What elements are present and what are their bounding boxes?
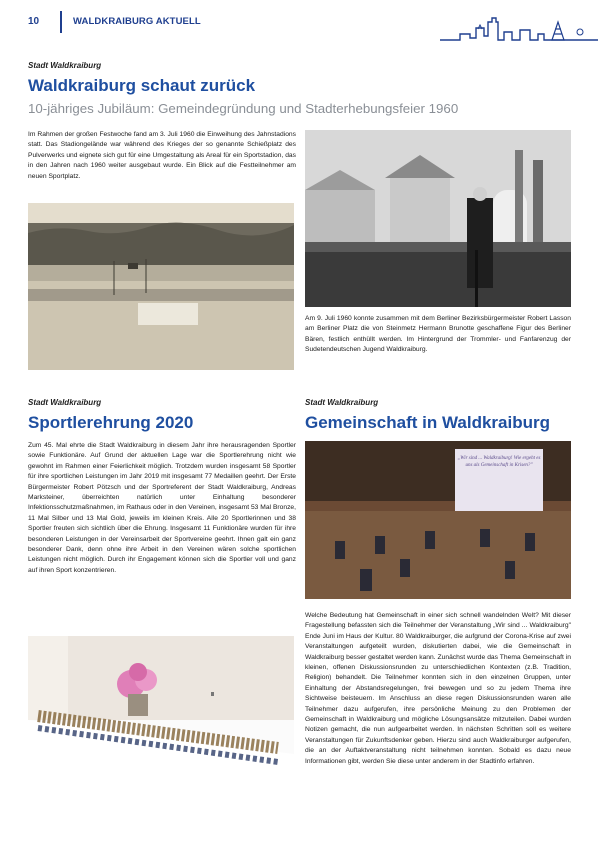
article3-body: Welche Bedeutung hat Gemeinschaft in einer sich schnell wandelnden Welt? Mit dieser Fragestellung befassten sich die Teilnehmer der Veranstaltung „Wir sind ... Waldkraiburg" Ende Juni im Haus der Kultur. 80 Waldkraiburger, die aufgrund der Corona-Krise auf zwei Veranstaltungen aufgeteilt wurden, diskutierten dabei, wie die Gemeinschaft in Waldkraiburg besser gestaltet werden kann. Zunächst wurde das Thema Gemeinschaft in kleinen, offenen Diskussionsrunden zu unterschiedlichen Kontexten (z.B. Tradition, Religion) behandelt. Die Teilnehmer konnten sich in den einzelnen Gruppen, unter Einhaltung der Abstandsregelungen, frei bewegen und so zu jedem Thema ihre Sichtweise beisteuern. Im Anschluss an diese regen Diskussionsrunden waren alle Teilnehmer dazu aufgerufen, ihre persönliche Meinung zu den Problemen der Gemeinschaft in Waldkraiburg und mögliche Lösungsansätze mitzuteilen. Dabei wurden Notizen gemacht, die nun aufgearbeitet werden. In nächsten Schritten soll es weitere Veranstaltungen für Zukunftsdenker geben. Hierzu sind auch Waldkraiburger aufgerufen, die an der Auftaktveranstaltung nicht teilnehmen konnten. Sobald es dazu neue Informationen gibt, werden Sie diese unter anderem in der Stadtinfo erfahren.: [305, 612, 571, 765]
stadium-photo: [28, 203, 294, 370]
header-title: WALDKRAIBURG AKTUELL: [73, 16, 201, 27]
event-hall-photo: [305, 441, 571, 599]
ceremony-photo: [305, 130, 571, 307]
page-number: 10: [28, 16, 40, 27]
screen-text: „Wir sind ... Waldkraiburg! Wie ergeht es uns als Gemeinschaft in Krisen?": [457, 456, 541, 468]
article2-body: Zum 45. Mal ehrte die Stadt Waldkraiburg in diesem Jahr ihre herausragenden Sportler sowie Funktionäre. Auf Grund der aktuellen Lage war die Sportlerehrung nicht wie gewohnt im Rahmen einer Feierlichkeit möglich. Trotzdem wurden insgesamt 58 Sportler für ihre sportlichen Leistungen im Jahr 2019 mit insgesamt 77 Medaillen geehrt. Der Erste Bürgermeister Robert Pötzsch und der Sportreferent der Stadt Waldkraiburg, Andreas Marksteiner, überreichten natürlich unter Einhaltung besonderer Infektionsschutzmaßnahmen, im Rathaus oder in den Vereinen, insgesamt 53 Mal Bronze, 11 Mal Silber und 13 Mal Gold, jeweils im kleinen Kreis. Alle 20 Sportlerinnen und 38 Sportler freuten sich sichtlich über die Ehrung. Insgesamt 11 Funktionäre wurden für ihre besonderen Leistungen in der Vereinsarbeit der Sportvereine geehrt. Ihnen galt ein ganz besonderer Dank, denn ohne ihre Arbeit in den Vereinen wären solche sportlichen Leistungen nicht möglich. Durch ihr Engagement können sich die Sportler voll und ganz auf ihren Sport konzentrieren.: [28, 442, 296, 574]
article1-subheadline: 10-jähriges Jubiläum: Gemeindegründung und Stadterhebungsfeier 1960: [28, 101, 459, 116]
article1-kicker: Stadt Waldkraiburg: [28, 61, 102, 70]
article1-body: Im Rahmen der großen Festwoche fand am 3. Juli 1960 die Einweihung des Jahnstadions statt. Das Stadiongelände war während des Krieges der so genannte Schießplatz des Pulverwerks und eignete sich gut für eine Umgestaltung als Areal für ein Sportstadion, das in den Jahren nach 1960 weiter ausgebaut wurde. Ein Blick auf die Festteilnehmer am neuen Sportplatz.: [28, 131, 296, 180]
article2-kicker: Stadt Waldkraiburg: [28, 398, 102, 407]
article3-kicker: Stadt Waldkraiburg: [305, 398, 379, 407]
article3-headline: Gemeinschaft in Waldkraiburg: [305, 413, 550, 432]
city-skyline-logo: [440, 8, 598, 48]
header-divider: [60, 11, 62, 33]
article1-caption: Am 9. Juli 1960 konnte zusammen mit dem Berliner Bezirksbürgermeister Robert Lasson am Berliner Platz die von Steinmetz Hermann Brunotte geschaffene Figur des Berliner Bären, festlich enthüllt werden. Im Hintergrund der Trommler- und Fanfarenzug der Sudetendeutschen Jugend Waldkraiburg.: [305, 315, 571, 354]
medals-photo: [28, 636, 294, 816]
article2-headline: Sportlerehrung 2020: [28, 413, 194, 432]
article1-headline: Waldkraiburg schaut zurück: [28, 76, 256, 95]
